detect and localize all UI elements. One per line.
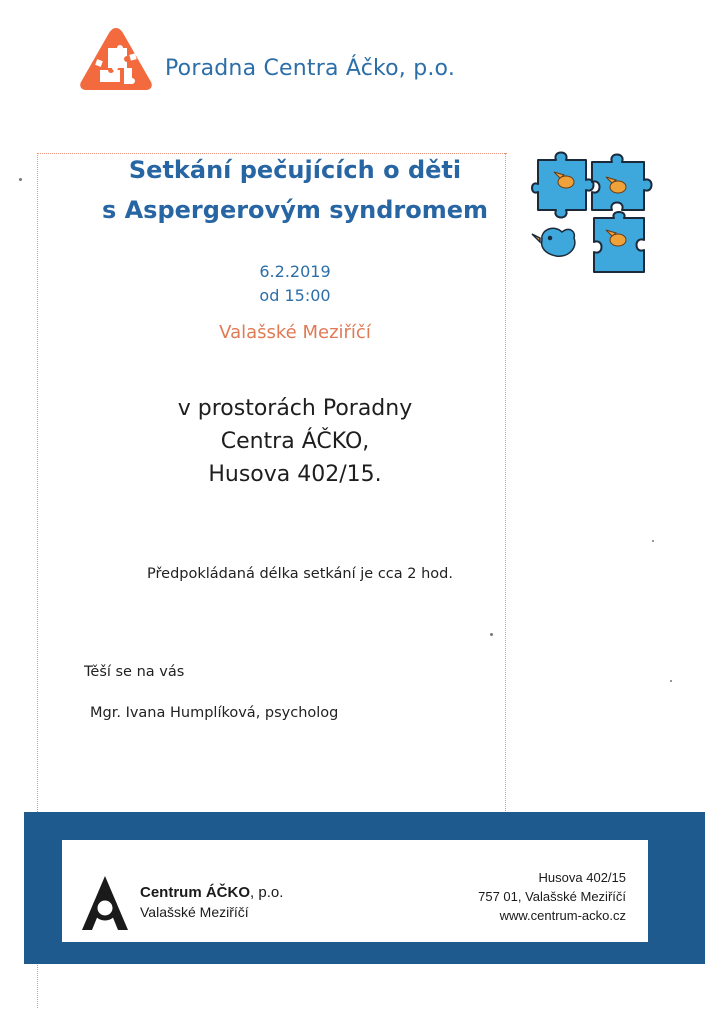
- footer-address-line-1: Husova 402/15: [538, 870, 626, 885]
- footer-org-bold: Centrum ÁČKO: [140, 884, 251, 901]
- greeting-text: Těší se na vás: [84, 664, 185, 680]
- venue-line-2: Centra ÁČKO,: [220, 429, 370, 454]
- signature-text: Mgr. Ivana Humplíková, psycholog: [90, 705, 339, 721]
- centrum-acko-logo-icon: [80, 874, 130, 932]
- puzzle-birds-icon: [530, 140, 670, 285]
- footer-address: [420, 868, 626, 925]
- frame-right-border: [505, 153, 506, 813]
- venue-line-3: Husova 402/15.: [208, 462, 382, 487]
- footer-org-suffix: , p.o.: [250, 884, 284, 901]
- event-date: 6.2.2019: [259, 262, 331, 281]
- venue-line-1: v prostorách Poradny: [177, 396, 413, 421]
- event-time: od 15:00: [259, 286, 331, 305]
- scan-speck: [19, 178, 22, 181]
- scan-speck: [490, 633, 493, 636]
- centrum-logo-icon: [78, 24, 154, 94]
- event-title: [40, 150, 550, 230]
- footer-website-link[interactable]: www.centrum-acko.cz: [499, 908, 626, 923]
- scan-speck: [652, 540, 654, 542]
- header-org-name: Poradna Centra Áčko, p.o.: [165, 56, 456, 81]
- event-datetime: [190, 260, 400, 308]
- footer-org-name: [140, 884, 283, 901]
- scan-speck: [670, 680, 672, 682]
- event-title-line-2: s Aspergerovým syndromem: [101, 196, 489, 224]
- event-title-line-1: Setkání pečujících o děti: [128, 156, 462, 184]
- event-venue: [95, 392, 495, 491]
- footer-address-line-2: 757 01, Valašské Meziříčí: [478, 889, 626, 904]
- footer-org-city: Valašské Meziříčí: [140, 904, 249, 920]
- event-city: Valašské Meziříčí: [219, 322, 371, 343]
- event-duration: Předpokládaná délka setkání je cca 2 hod.: [147, 566, 453, 582]
